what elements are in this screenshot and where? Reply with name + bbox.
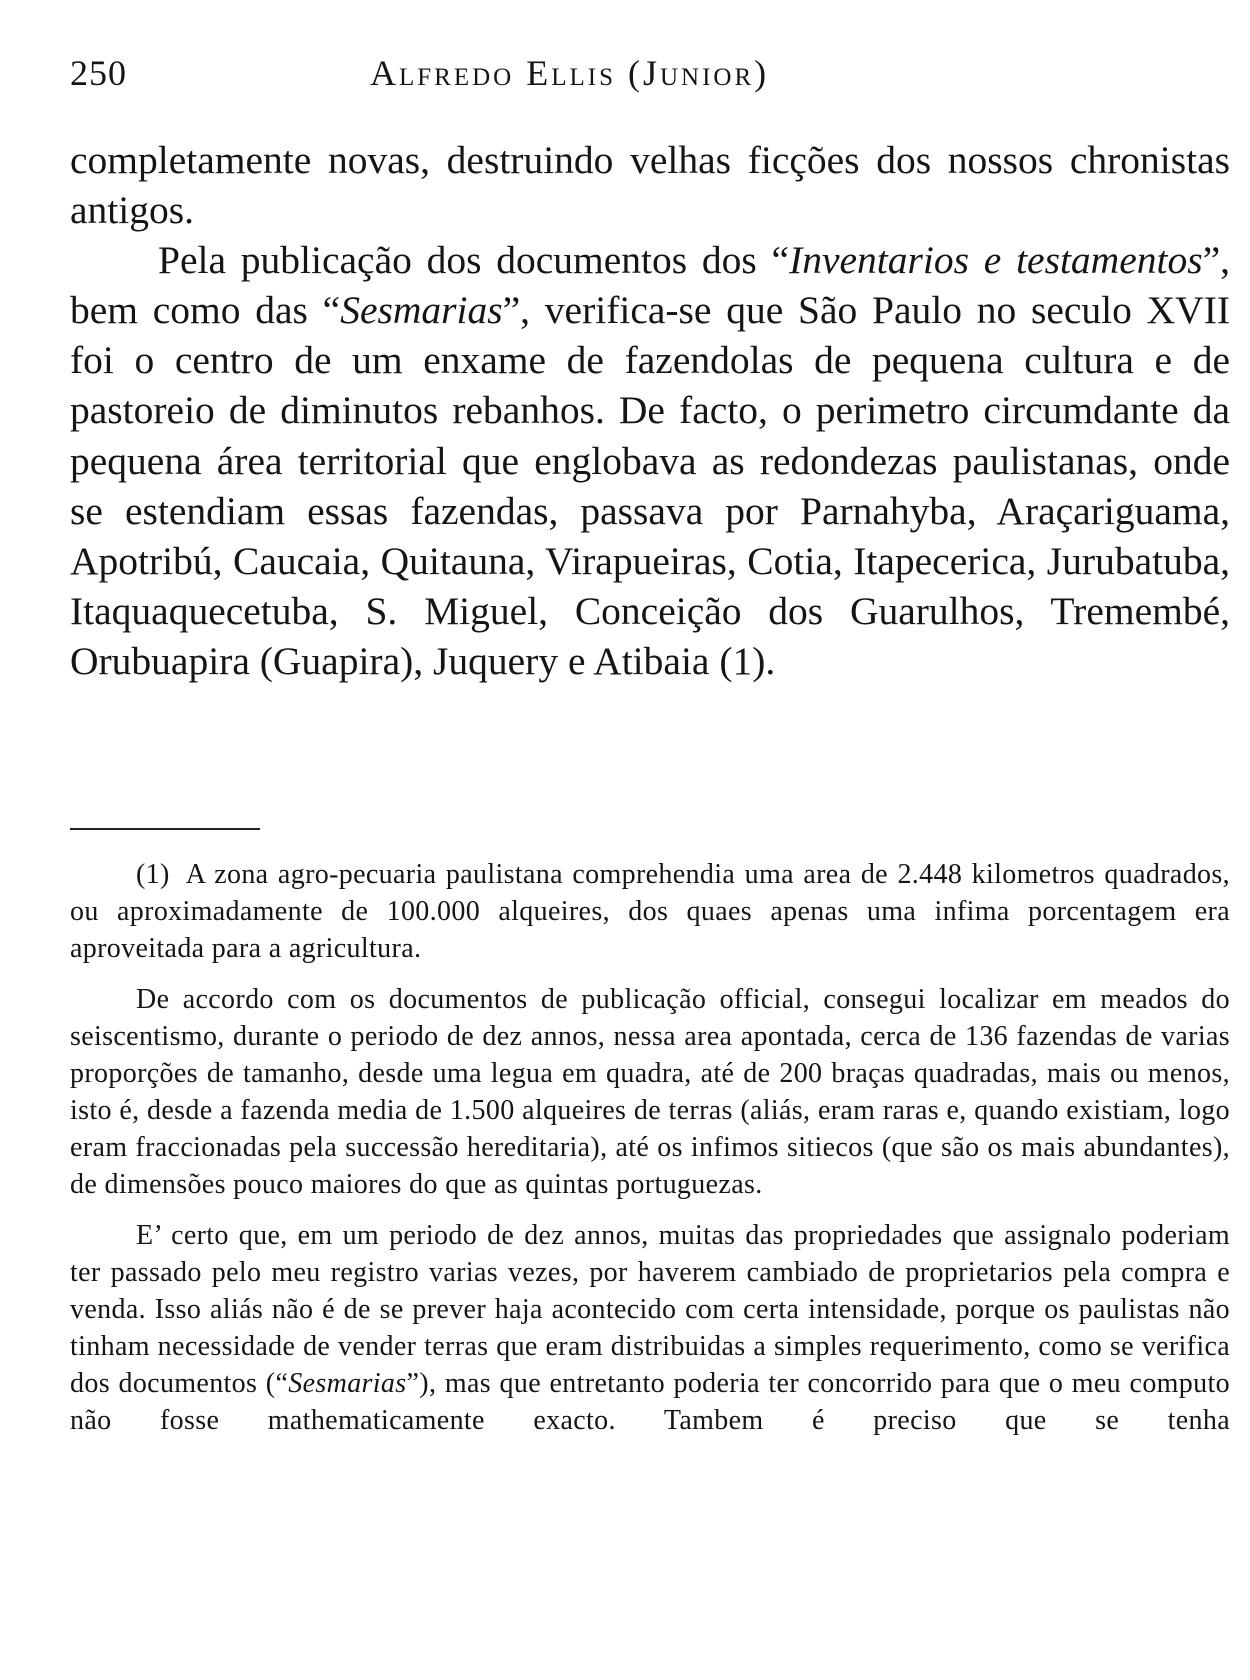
- footnote-1: [70, 856, 1230, 967]
- text-run: ”, verifica-se que São Paulo no seculo XVII foi o centro de um enxame de fazendolas de pequena cultura e de pastoreio de diminutos rebanhos. De facto, o perimetro circumdante da pequena área territorial que englobava as redondezas paulistanas, onde se estendiam essas fazendas, passava por Parnahyba, Araçariguama, Apotribú, Caucaia, Quitauna, Virapueiras, Cotia, Itapecerica, Jurubatuba, Itaquaquecetuba, S. Miguel, Conceição dos Guarulhos, Tremembé, Orubuapira (Guapira), Juquery e Atibaia (1).: [70, 288, 1231, 683]
- page-number: 250: [70, 53, 127, 93]
- page-header: [70, 52, 1230, 92]
- text-run: Pela publicação dos documentos dos “: [158, 238, 790, 283]
- footnote-paragraph-2: De accordo com os documentos de publicação official, consegui localizar em meados do seiscentismo, durante o periodo de dez annos, nessa area apontada, cerca de 136 fazendas de varias proporções de tamanho, desde uma legua em quadra, até de 200 braças quadradas, mais ou menos, isto é, desde a fazenda media de 1.500 alqueires de terras (aliás, eram raras e, quando existiam, logo eram fraccionadas pela successão hereditaria), até os infimos sitiecos (que são os mais abundantes), de dimensões pouco maiores do que as quintas portuguezas.: [70, 984, 1230, 1200]
- footnote-marker: (1): [136, 859, 170, 890]
- text-run: ”, bem como das “: [70, 238, 1230, 333]
- book-page: [70, 0, 1230, 1680]
- italic-title-inventarios: Inventarios e testamentos: [789, 238, 1203, 283]
- text-run: ”), mas que entretanto poderia ter concorrido para que o meu computo não fosse mathematicamente exacto. Tambem é preciso que se tenha: [70, 1368, 1230, 1436]
- footnotes: [70, 856, 1230, 1439]
- footnote-paragraph-3: [70, 1217, 1230, 1439]
- main-text: [70, 135, 1230, 686]
- italic-title-sesmarias: Sesmarias: [340, 288, 503, 333]
- paragraph-continuation: completamente novas, destruindo velhas ficções dos nossos chronistas antigos.: [70, 138, 1230, 233]
- italic-title-sesmarias: Sesmarias: [288, 1368, 407, 1399]
- footnote-text: A zona agro-pecuaria paulistana comprehendia uma area de 2.448 kilometros quadrados, ou aproximadamente de 100.000 alqueires, dos quaes apenas uma infima porcentagem era aproveitada para a agricultura.: [70, 859, 1230, 964]
- paragraph-sesmarias: [70, 235, 1230, 686]
- text-run: E’ certo que, em um periodo de dez annos, muitas das propriedades que assignalo poderiam ter passado pelo meu registro varias vezes, por haverem cambiado de proprietarios pela compra e venda. Isso aliás não é de se prever haja acontecido com certa intensidade, porque os paulistas não tinham necessidade de vender terras que eram distribuidas a simples requerimento, como se verifica dos documentos (“: [70, 1220, 1230, 1399]
- footnote-separator: [70, 828, 260, 830]
- running-head: Alfredo Ellis (Junior): [370, 53, 770, 93]
